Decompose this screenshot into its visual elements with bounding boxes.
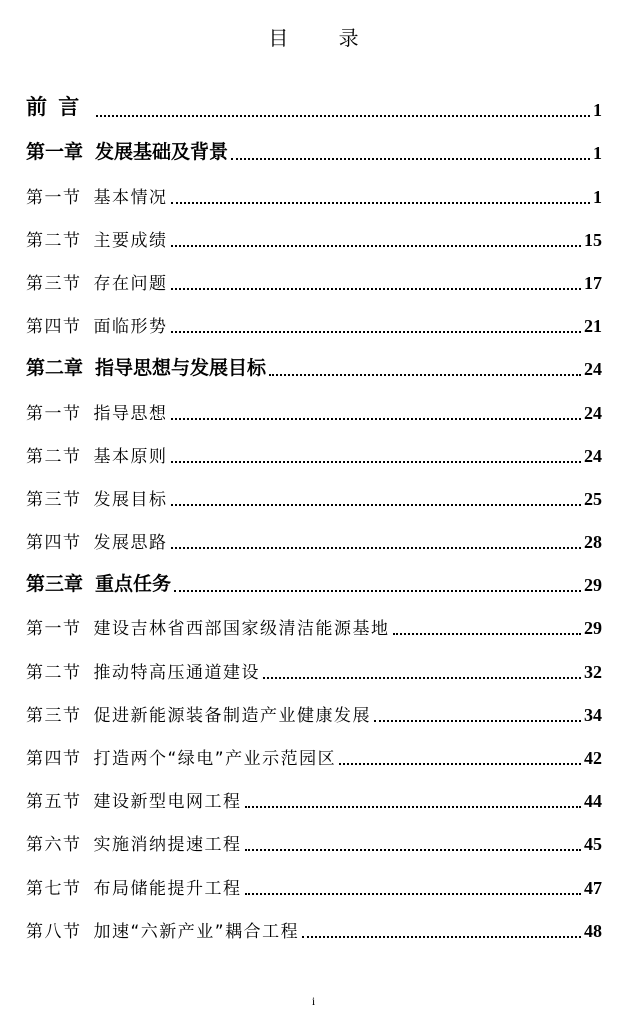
toc-entry[interactable]	[26, 736, 602, 779]
toc-entry[interactable]	[26, 477, 602, 520]
entry-label	[26, 528, 168, 553]
entry-title: 发展基础及背景	[95, 141, 229, 164]
toc-entry[interactable]	[26, 520, 602, 563]
entry-title: 指导思想	[93, 403, 168, 424]
entry-title: 打造两个“绿电”产业示范园区	[93, 749, 337, 769]
dot-leader	[171, 288, 582, 290]
toc-entry[interactable]	[26, 563, 602, 606]
dot-leader	[393, 633, 582, 635]
entry-page: 1	[593, 143, 602, 164]
entry-number: 第三章	[26, 573, 84, 596]
entry-number: 第一节	[26, 187, 82, 208]
entry-label	[26, 744, 336, 769]
entry-page: 48	[584, 920, 602, 941]
entry-label	[26, 658, 260, 683]
dot-leader	[171, 202, 591, 204]
toc-entry[interactable]	[26, 649, 602, 692]
entry-title: 实施消纳提速工程	[93, 835, 242, 856]
entry-number: 第四节	[26, 533, 82, 554]
entry-label	[26, 91, 93, 121]
entry-page: 24	[584, 402, 602, 423]
entry-number: 第八节	[26, 921, 82, 942]
entry-label	[26, 183, 168, 208]
entry-page: 17	[584, 272, 602, 293]
entry-page: 29	[584, 575, 602, 596]
entry-label	[26, 269, 168, 294]
entry-label	[26, 917, 299, 942]
dot-leader	[339, 763, 581, 765]
entry-number: 第三节	[26, 273, 82, 294]
toc-entry[interactable]	[26, 822, 602, 865]
toc-entry[interactable]	[26, 304, 602, 347]
entry-number: 第二章	[26, 357, 84, 380]
entry-page: 28	[584, 532, 602, 553]
entry-page: 29	[584, 618, 602, 639]
entry-page: 15	[584, 229, 602, 250]
entry-number: 第三节	[26, 705, 82, 726]
entry-title: 基本情况	[93, 187, 168, 208]
entry-label	[26, 485, 168, 510]
entry-number: 第二节	[26, 662, 82, 683]
toc-entry[interactable]	[26, 390, 602, 433]
toc-entry[interactable]	[26, 261, 602, 304]
dot-leader	[231, 158, 590, 160]
entry-title: 发展目标	[93, 489, 168, 510]
entry-title: 促进新能源装备制造产业健康发展	[93, 705, 371, 726]
entry-page: 34	[584, 704, 602, 725]
entry-title: 建设吉林省西部国家级清洁能源基地	[93, 619, 390, 640]
toc-entry[interactable]	[26, 909, 602, 952]
dot-leader	[171, 504, 582, 506]
toc-entry[interactable]	[26, 88, 602, 131]
dot-leader	[171, 331, 582, 333]
entry-page: 42	[584, 748, 602, 768]
entry-page: 45	[584, 834, 602, 855]
toc-entry[interactable]	[26, 693, 602, 736]
entry-title: 布局储能提升工程	[93, 878, 242, 899]
toc-entry[interactable]	[26, 779, 602, 822]
entry-number: 第三节	[26, 489, 82, 510]
entry-number: 第四节	[26, 317, 82, 338]
entry-label	[26, 830, 242, 855]
dot-leader	[269, 374, 581, 376]
entry-label	[26, 442, 168, 467]
toc-entry[interactable]	[26, 218, 602, 261]
entry-label	[26, 312, 168, 337]
entry-label	[26, 226, 168, 251]
entry-number: 第六节	[26, 835, 82, 856]
entry-title: 重点任务	[95, 573, 172, 596]
toc-entry[interactable]	[26, 174, 602, 217]
toc-entry[interactable]	[26, 434, 602, 477]
dot-leader	[174, 590, 581, 592]
entry-label	[26, 787, 242, 812]
entry-label	[26, 701, 371, 726]
dot-leader	[302, 936, 581, 938]
page-footer-number: i	[311, 994, 316, 1008]
entry-label	[26, 399, 168, 424]
entry-title: 存在问题	[93, 273, 168, 294]
entry-label	[26, 874, 242, 899]
entry-number: 第二节	[26, 230, 82, 251]
entry-page: 1	[593, 100, 602, 121]
entry-number: 第一章	[26, 141, 84, 164]
entry-page: 25	[584, 488, 602, 509]
entry-page: 44	[584, 791, 602, 812]
dot-leader	[374, 720, 581, 722]
entry-number: 第五节	[26, 792, 82, 813]
dot-leader	[171, 461, 582, 463]
entry-title: 指导思想与发展目标	[95, 357, 267, 380]
dot-leader	[245, 849, 582, 851]
entry-number: 第一节	[26, 403, 82, 424]
entry-page: 24	[584, 445, 602, 466]
toc-entry[interactable]	[26, 347, 602, 390]
dot-leader	[245, 893, 582, 895]
entry-number: 第二节	[26, 446, 82, 467]
dot-leader	[263, 677, 581, 679]
entry-number: 前 言	[26, 95, 82, 120]
dot-leader	[96, 115, 590, 117]
toc-entry[interactable]	[26, 606, 602, 649]
toc-entry[interactable]	[26, 865, 602, 908]
entry-number: 第一节	[26, 619, 82, 640]
entry-label	[26, 137, 228, 164]
entry-title: 基本原则	[93, 446, 168, 467]
table-of-contents	[26, 88, 602, 952]
toc-entry[interactable]	[26, 131, 602, 174]
entry-page: 32	[584, 661, 602, 682]
entry-page: 21	[584, 316, 602, 337]
dot-leader	[171, 547, 582, 549]
entry-page: 47	[584, 877, 602, 898]
entry-page: 1	[593, 186, 602, 207]
entry-page: 24	[584, 359, 602, 380]
entry-title: 主要成绩	[93, 230, 168, 251]
entry-title: 推动特高压通道建设	[93, 662, 260, 683]
entry-number: 第四节	[26, 749, 82, 769]
toc-title: 目 录	[268, 26, 381, 50]
entry-title: 加速“六新产业”耦合工程	[93, 921, 300, 942]
entry-label	[26, 569, 171, 596]
entry-label	[26, 614, 390, 639]
entry-title: 发展思路	[93, 533, 168, 554]
entry-number: 第七节	[26, 878, 82, 899]
entry-label	[26, 353, 266, 380]
dot-leader	[245, 806, 582, 808]
entry-title: 建设新型电网工程	[93, 792, 242, 813]
dot-leader	[171, 245, 582, 247]
dot-leader	[171, 418, 582, 420]
entry-title: 面临形势	[93, 317, 168, 338]
